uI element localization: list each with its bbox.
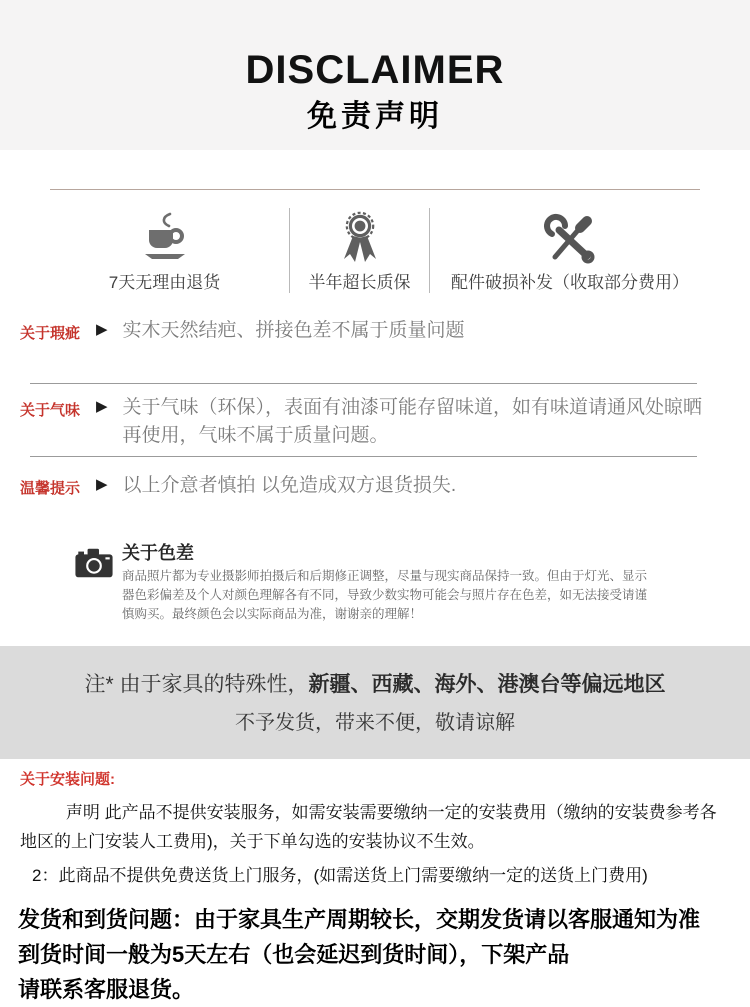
tools-icon xyxy=(542,208,598,266)
region-notice-regions: 新疆、西藏、海外、港澳台等偏远地区 xyxy=(308,673,666,696)
note-row-odor xyxy=(0,394,750,450)
color-difference-body xyxy=(122,542,657,624)
section-divider xyxy=(30,456,697,457)
installation-delivery-note: 2：此商品不提供免费送货上门服务，(如需送货上门需要缴纳一定的送货上门费用) xyxy=(32,866,648,885)
shipping-section xyxy=(0,902,750,1007)
note-text: 以上介意者慎拍 以免造成双方退货损失. xyxy=(122,475,457,496)
feature-parts xyxy=(430,208,710,293)
installation-statement: 声明 此产品不提供安装服务，如需安装需要缴纳一定的安装费用（缴纳的安装费参考各地区的上门安装人工费用)，关于下单勾选的安装协议不生效。 xyxy=(20,803,717,851)
page-title-zh: 免责声明 xyxy=(307,100,443,133)
header-divider xyxy=(50,189,700,190)
feature-returns xyxy=(40,208,290,293)
triangle-right-icon: ▶ xyxy=(96,398,108,415)
remote-region-notice xyxy=(0,646,750,759)
triangle-right-icon: ▶ xyxy=(96,476,108,493)
feature-label: 半年超长质保 xyxy=(308,273,411,292)
region-notice-prefix: 注* 由于家具的特殊性， xyxy=(84,673,309,696)
medal-icon xyxy=(340,208,380,266)
installation-section xyxy=(0,771,750,888)
color-difference-section xyxy=(0,542,750,624)
region-notice-line2: 不予发货，带来不便，敬请谅解 xyxy=(235,712,515,734)
shipping-line: 发货和到货问题：由于家具生产周期较长，交期发货请以客服通知为准 xyxy=(18,907,701,932)
feature-label: 7天无理由退货 xyxy=(108,273,221,292)
page-title-en: DISCLAIMER xyxy=(245,48,505,92)
region-notice-line1 xyxy=(0,672,750,698)
installation-label: 关于安装问题: xyxy=(20,771,115,788)
note-label: 关于气味 xyxy=(20,402,81,419)
triangle-right-icon: ▶ xyxy=(96,321,108,338)
color-difference-title: 关于色差 xyxy=(122,543,194,563)
note-label: 温馨提示 xyxy=(20,480,81,497)
color-difference-text: 商品照片都为专业摄影师拍摄后和后期修正调整，尽量与现实商品保持一致。但由于灯光、显示器色彩偏差及个人对颜色理解各有不同，导致少数实物可能会与照片存在色差，如无法接受请谨慎购买。最终颜色会以实际商品为准，谢谢亲的理解！ xyxy=(122,569,648,621)
shipping-line: 请联系客服退货。 xyxy=(18,977,195,1002)
note-row-reminder xyxy=(0,472,750,500)
note-row-flaws xyxy=(0,317,750,345)
notes-section xyxy=(0,317,750,500)
note-text: 实木天然结疤、拼接色差不属于质量问题 xyxy=(122,320,465,341)
note-text: 关于气味（环保），表面有油漆可能存留味道，如有味道请通风处晾晒再使用，气味不属于质量问题。 xyxy=(122,397,703,446)
coffee-cup-icon xyxy=(139,208,191,266)
header xyxy=(0,0,750,150)
camera-icon xyxy=(74,546,114,585)
feature-warranty xyxy=(290,208,430,293)
section-divider xyxy=(30,383,697,384)
note-label: 关于瑕疵 xyxy=(20,325,81,342)
shipping-line: 到货时间一般为5天左右（也会延迟到货时间），下架产品 xyxy=(18,942,570,967)
feature-label: 配件破损补发（收取部分费用） xyxy=(451,273,689,292)
service-features-row xyxy=(0,208,750,293)
